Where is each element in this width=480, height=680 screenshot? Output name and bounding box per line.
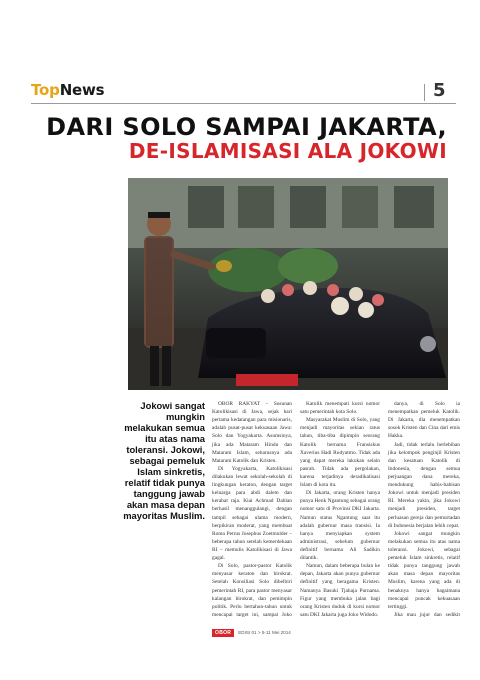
page-footer — [212, 628, 291, 637]
body-paragraph: Di Solo, pastor-pastor Katolik menyasar keraton dan birokrat. Setelah Konsiliasi Solo dibelbiri pemerintah RI, para pastor menyasar kalangan birokrat, dan pemimpin politik. Perlu bertahun-tahun untuk mencapai target ini, sampai Joko — [212, 563, 292, 618]
page-number-divider — [424, 84, 425, 101]
photo-illustration — [128, 178, 448, 390]
body-paragraph: danya, di Solo ia menempatkan pemeluk Katolik. Di Jakarta, dia menempatkan sosok Kristen dan Cina dari etnis Hakka. — [388, 401, 460, 440]
brand-news: News — [59, 81, 105, 99]
footer-edition: EDISI 01 > 5-11 Mei 2014 — [238, 630, 291, 635]
headline-line-2: DE-ISLAMISASI ALA JOKOWI — [128, 139, 447, 163]
body-paragraph-text: Jika mau jujur dan sedikit — [394, 611, 460, 618]
body-column-2 — [300, 400, 380, 620]
article-photo — [128, 178, 448, 390]
body-column-3 — [388, 400, 460, 620]
page-number: 5 — [433, 80, 446, 101]
body-paragraph: OBOR RAKYAT – Susunan Katolikisasi di Jawa, sejak hari pertama kedatangan para misionaris, adalah pusat-pusat kekuasaan Jawa: Solo dan Yogyakarta. Asumsinya, jika ada Mataram Hindu dan Mataram Islam, seharusnya ada Mataram Katolik dan Kristen. — [212, 401, 292, 464]
headline — [46, 115, 447, 161]
pull-quote: Jokowi sangat mungkin melakukan semua itu atas nama toleransi. Jokowi, sebagai pemeluk Islam sinkretis, relatif tidak punya tanggung jawab akan masa depan mayoritas Muslim. — [123, 400, 205, 521]
body-paragraph: Katolik menempati kursi nomor satu pemerintah kota Solo. — [300, 401, 380, 416]
headline-line-1: DARI SOLO SAMPAI JAKARTA, — [46, 113, 447, 141]
body-paragraph: Di Jakarta, orang Kristen hanya punya Henk Ngantung sebagai orang nomor satu di Provinsi DKI Jakarta. Namun status Ngantung saat itu adalah gubernur masa transisi. Ia hanya menyiapkan system administrasi, sebelum gubernur definitif bernama Ali Sadikin dilantik. — [300, 490, 380, 562]
body-paragraph: Namun, dalam beberapa bulan ke depan, Jakarta akan punya gubernur definitif yang beragama Kristen. Namanya Basuki Tjahaja Purnama. Figur yang membuka jalan bagi orang Kristen duduk di kursi nomor satu DKI Jakarta juga Joko Widodo. — [300, 563, 380, 618]
footer-logo: OBOR — [212, 629, 234, 637]
body-paragraph-last — [388, 611, 460, 620]
body-paragraph: Di Yogyakarta, Katolikisasi dilakukan lewat sekolah-sekolah di lingkungan keraton, dengan target keluarga para abdi dalem dan kerabat raja. Kiai Achmad Dahlan berhasil menanggulangi, dengan tampil sebagai ulama modern, berpikiran moderat, yang membuat Romo Petrus Josephus Zoetmulder – beberapa tahun setelah kemerdekaan RI – memulis Katolikisasi di Jawa gagal. — [212, 465, 292, 562]
header-rule — [31, 103, 456, 104]
brand-top: Top — [31, 81, 60, 99]
section-brand — [31, 81, 104, 99]
body-paragraph — [300, 619, 380, 620]
body-paragraph: Jokowi sangat mungkin melakukan semua itu atas nama toleransi. Jokowi, sebagai pemeluk Islam sinkretis, relatif tidak punya tanggung jawab akan masa depan mayoritas Muslim, karena yang ada di benaknya hanya bagaimana mencapai puncak kekuasaan tertinggi. — [388, 530, 460, 610]
body-paragraph: Masyarakat Muslim di Solo, yang menjadi mayoritas sekian ratus tahun, tiba-tiba dipimpin seorang Katolik bernama Fransiskus Xaverius Hadi Rudyatmo. Tidak ada yang dapat mereka lakukan selain pasrah. Tidak ada pergolakan, karena terjadinya deradikalisasi Islam di kota itu. — [300, 417, 380, 489]
body-paragraph: Jadi, tidak terlalu berlebihan jika kelompok penginjil Kristen dan kesatuan Katolik di Indonesia, dengan semua perjuangan dana mereka, mendukung habis-habisan Jokowi untuk menjadi presiden RI. Mereka yakin, jika Jokowi menjadi presiden, target perluasan gereja dan pemurtadan di Indonesia berjalan lebih cepat. — [388, 441, 460, 529]
body-column-1 — [212, 400, 292, 620]
